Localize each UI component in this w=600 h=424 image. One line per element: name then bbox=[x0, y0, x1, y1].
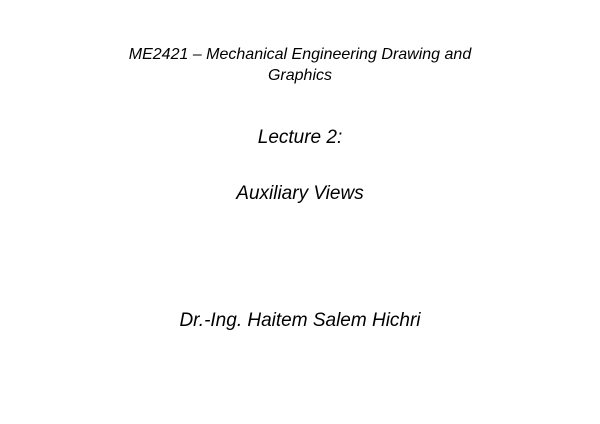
lecture-number: Lecture 2: bbox=[257, 127, 343, 148]
course-title-line-1: ME2421 – Mechanical Engineering Drawing and bbox=[128, 46, 472, 63]
lecture-topic: Auxiliary Views bbox=[236, 183, 364, 204]
author-name: Dr.-Ing. Haitem Salem Hichri bbox=[179, 310, 421, 331]
course-title-line-2: Graphics bbox=[267, 67, 333, 84]
